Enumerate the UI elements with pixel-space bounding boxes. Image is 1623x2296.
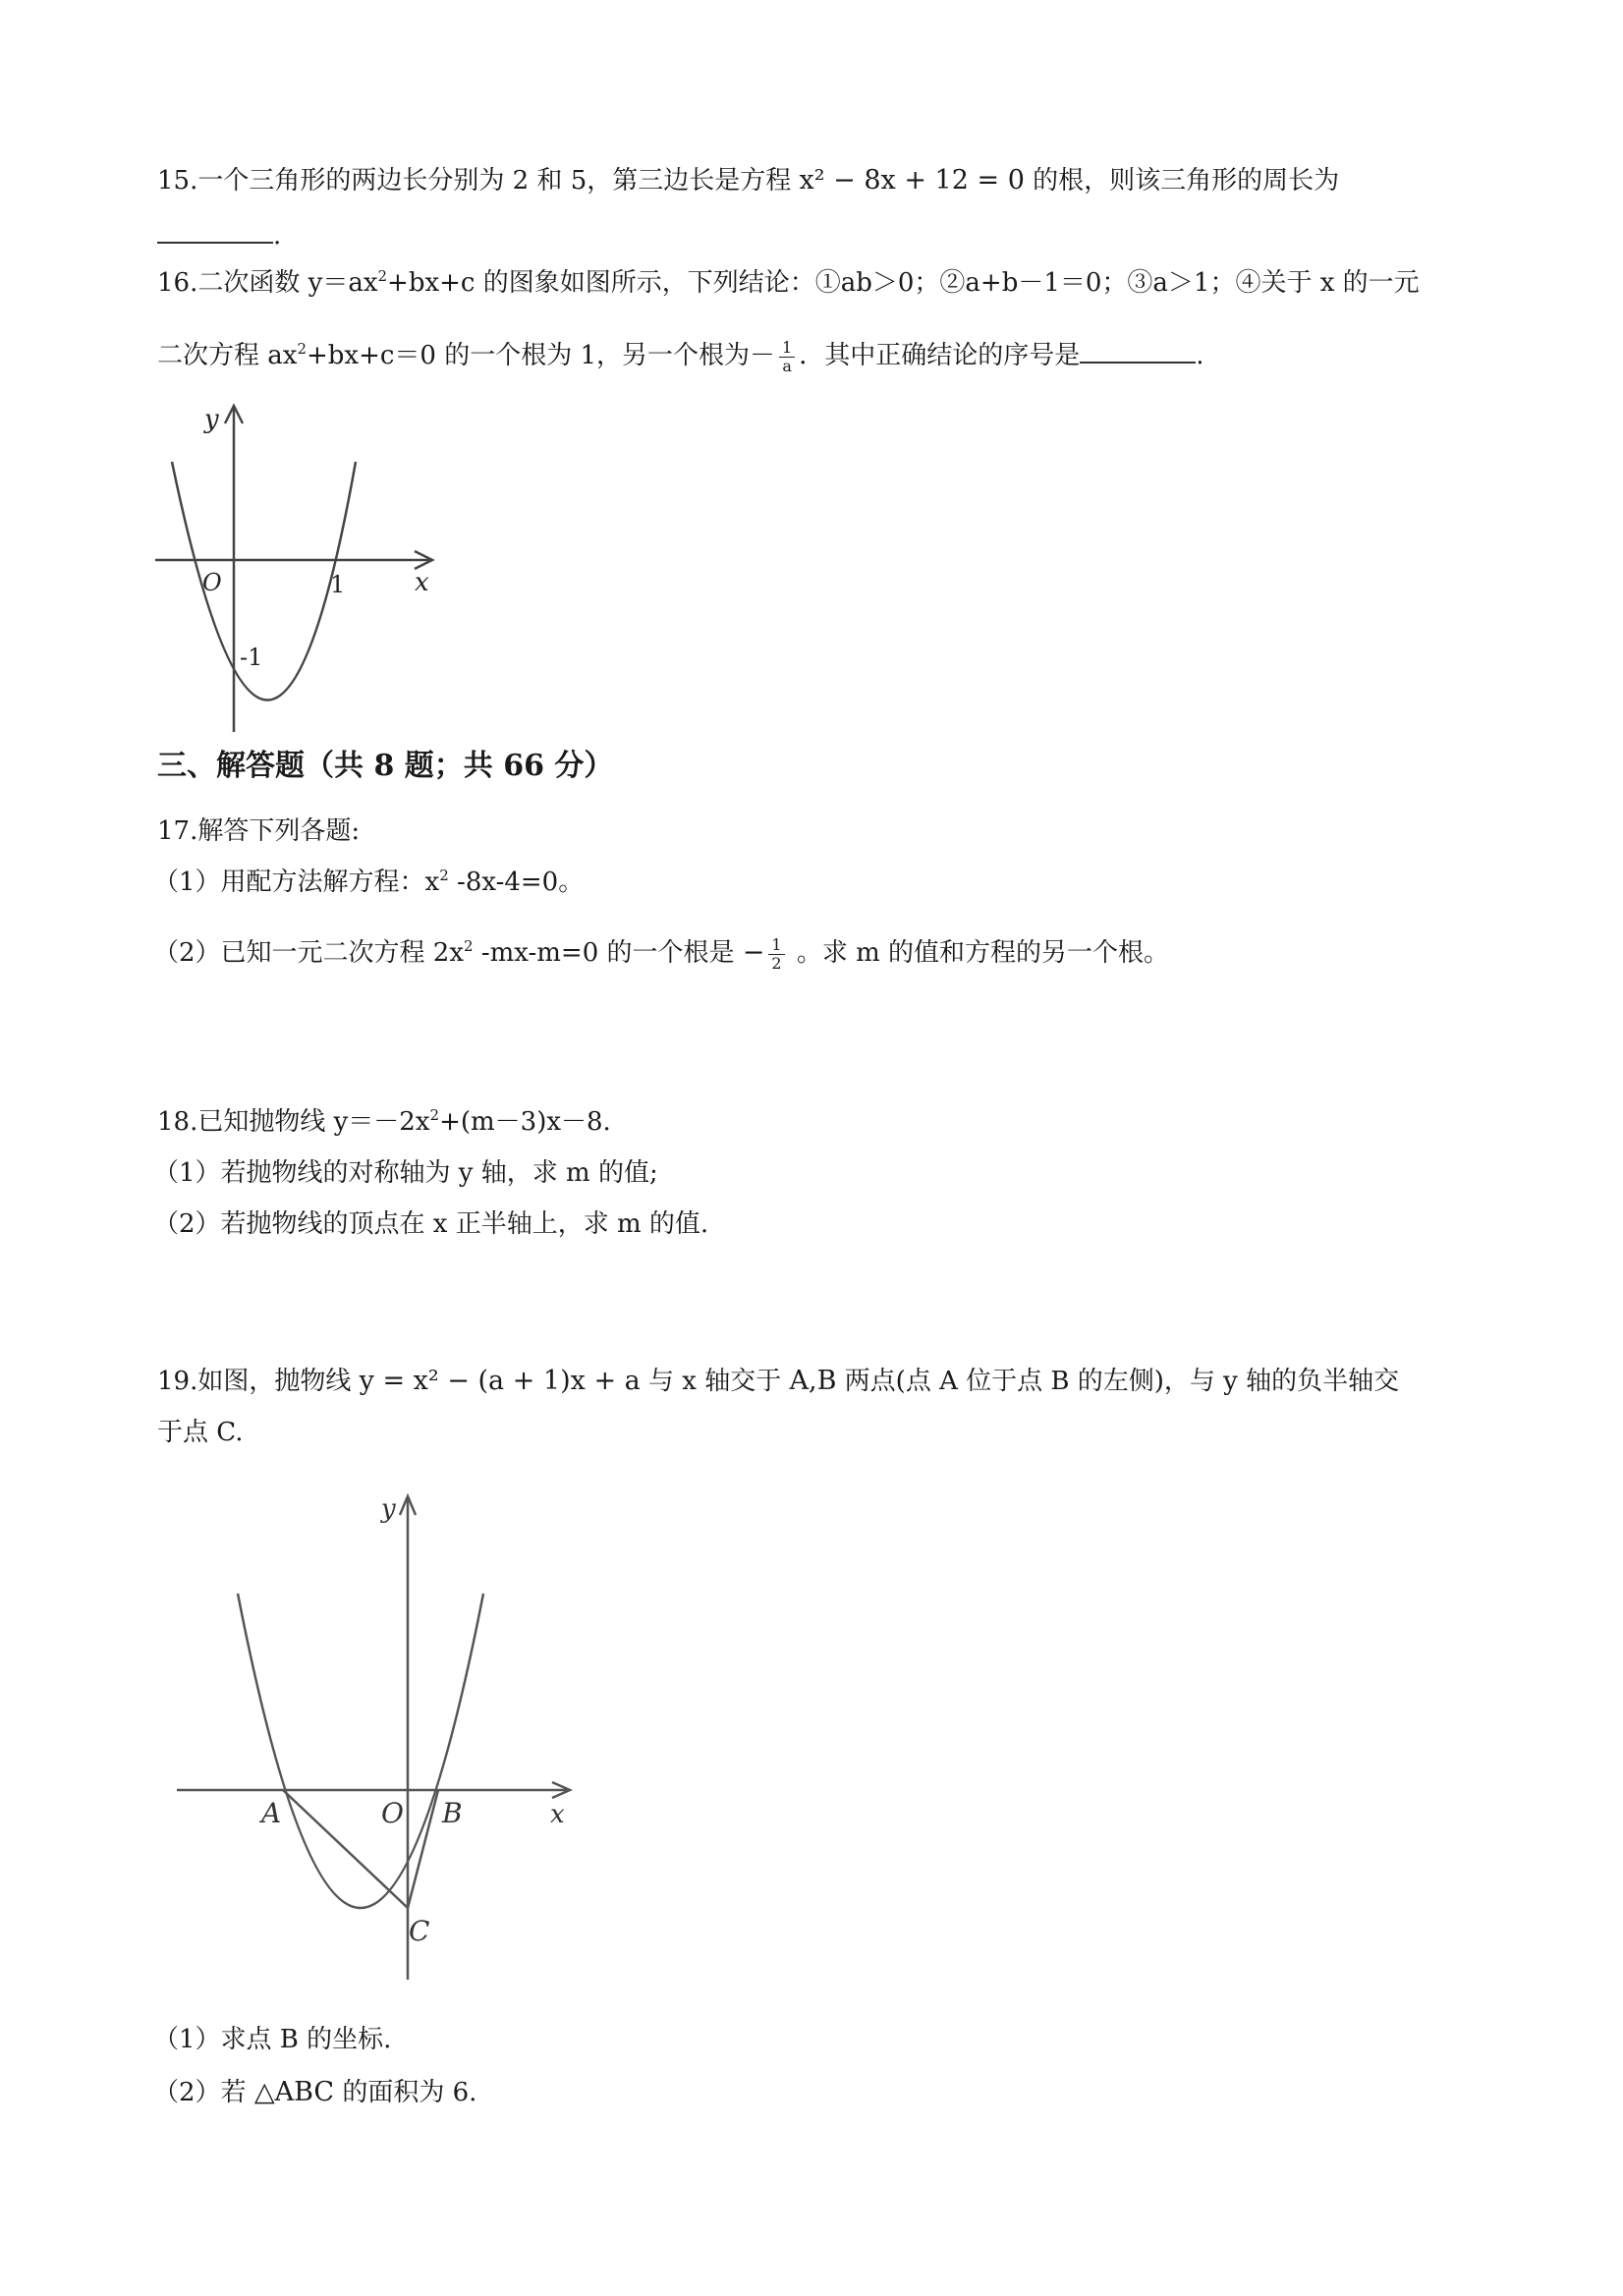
q19-p2-b: 的面积为 6.: [334, 2078, 477, 2107]
section3-heading: 三、解答题（共 8 题；共 66 分）: [157, 749, 614, 783]
q16-sup-1: 2: [377, 267, 388, 285]
q16-line2-c: ．其中正确结论的序号是: [799, 341, 1081, 370]
q16-parabola-graph: [147, 398, 442, 737]
graph2-segment-bc: [408, 1790, 438, 1908]
graph1-parabola: [172, 462, 356, 700]
graph2-origin-label: O: [381, 1797, 404, 1829]
graph2-point-c-label: C: [409, 1915, 430, 1947]
q16-line1: [157, 263, 1420, 303]
q19-triangle: △ABC: [253, 2077, 335, 2107]
q16-number: 16.: [157, 268, 198, 298]
q16-frac-num: 1: [779, 339, 795, 358]
q17-p2-b: -mx-m=0 的一个根是: [473, 938, 743, 968]
q17-part2: [153, 933, 1169, 973]
q16-line1-b: +bx+c 的图象如图所示，下列结论：①ab＞0；②a+b－1＝0；③a＞1；④关于 x 的一元: [387, 268, 1420, 298]
q17-frac-den: 2: [771, 953, 782, 973]
q17-title: 17.解答下列各题:: [157, 816, 361, 846]
q15-answer-blank: [157, 218, 273, 244]
q19-line1-b: 与 x 轴交于: [640, 1367, 790, 1396]
q19-line1-a: 19.如图，抛物线: [157, 1367, 360, 1396]
q19-ab: A,B: [789, 1366, 837, 1396]
q17-sup-1: 2: [439, 867, 449, 884]
q17-sup-2: 2: [464, 937, 474, 955]
q16-line2-b: +bx+c＝0 的一个根为 1，另一个根为－: [306, 341, 776, 370]
q15-line1: [157, 161, 1339, 200]
q16-answer-blank: [1080, 338, 1196, 364]
graph2-parabola: [238, 1594, 483, 1908]
q17-p1-a: （1）用配方法解方程：x: [153, 868, 440, 897]
q19-line2: 于点 C.: [157, 1418, 244, 1447]
q15-end: .: [273, 221, 282, 251]
q19-line1: [157, 1362, 1399, 1401]
q17-p1-b: -8x-4=0。: [448, 868, 585, 897]
graph2-x-label: x: [550, 1800, 565, 1829]
q16-line2-a: 二次方程 ax: [157, 341, 298, 370]
q17-minus-sign: −: [742, 937, 765, 968]
q17-fraction: [768, 936, 784, 973]
q19-part1: （1）求点 B 的坐标.: [153, 2025, 392, 2054]
q19-part2: [153, 2073, 476, 2112]
q16-end: .: [1196, 341, 1204, 370]
q19-p2-a: （2）若: [153, 2078, 254, 2107]
q17-p2-a: （2）已知一元二次方程 2x: [153, 938, 465, 968]
graph1-one-label: 1: [330, 571, 346, 598]
q19-equation: y = x² − (a + 1)x + a: [359, 1366, 641, 1396]
graph2-point-b-label: B: [442, 1797, 463, 1829]
q17-p2-c: 。求 m 的值和方程的另一个根。: [788, 938, 1170, 968]
graph1-y-label: y: [204, 405, 219, 434]
q15-text-b: 的根，则该三角形的周长为: [1024, 166, 1340, 196]
q15-number: 15.: [157, 166, 198, 196]
q15-text-a: 一个三角形的两边长分别为 2 和 5，第三边长是方程: [197, 166, 800, 196]
q15-equation: x² − 8x + 12 = 0: [799, 165, 1025, 196]
q16-line2: [157, 336, 1204, 375]
q17-part1: [153, 863, 584, 902]
graph1-origin-label: O: [202, 569, 222, 596]
q15-line2: [157, 216, 281, 255]
q16-sup-2: 2: [297, 340, 307, 358]
q17-frac-num: 1: [768, 936, 784, 955]
q16-fraction: [779, 339, 795, 375]
q18-part2: （2）若抛物线的顶点在 x 正半轴上，求 m 的值.: [153, 1209, 709, 1239]
q18-part1: （1）若抛物线的对称轴为 y 轴，求 m 的值;: [153, 1158, 658, 1188]
q18-title-a: 18.已知抛物线 y＝－2x: [157, 1107, 430, 1137]
graph2-y-label: y: [381, 1494, 396, 1524]
q18-title-b: +(m－3)x－8.: [439, 1107, 611, 1137]
q18-title: [157, 1102, 611, 1142]
graph1-x-label: x: [415, 568, 429, 597]
q16-frac-den: a: [782, 356, 792, 375]
q18-sup: 2: [429, 1106, 440, 1124]
q19-parabola-graph: [167, 1484, 580, 1994]
q19-line1-c: 两点(点 A 位于点 B 的左侧)，与 y 轴的负半轴交: [836, 1367, 1400, 1396]
graph1-neg-one-label: -1: [240, 644, 263, 671]
q16-line1-a: 二次函数 y＝ax: [197, 268, 378, 298]
graph2-point-a-label: A: [261, 1797, 282, 1829]
